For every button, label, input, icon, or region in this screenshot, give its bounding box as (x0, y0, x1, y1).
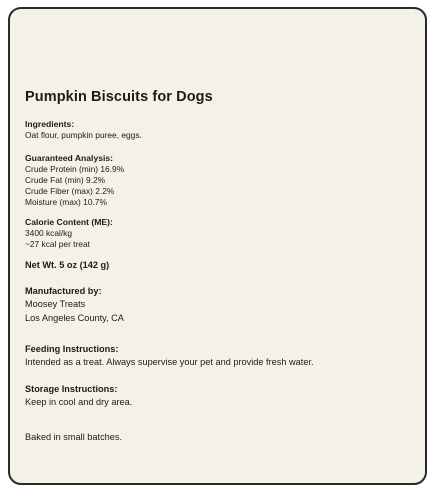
net-weight-section (25, 259, 413, 272)
product-label-card (8, 7, 427, 485)
ingredients-heading: Ingredients: (25, 119, 75, 129)
net-weight: Net Wt. 5 oz (142 g) (25, 260, 110, 270)
analysis-line-fiber: Crude Fiber (max) 2.2% (25, 186, 115, 196)
storage-heading: Storage Instructions: (25, 383, 118, 394)
feeding-text: Intended as a treat. Always supervise your pet and provide fresh water. (25, 357, 314, 367)
footer-note: Baked in small batches. (25, 432, 123, 442)
guaranteed-analysis-heading: Guaranteed Analysis: (25, 153, 114, 163)
calorie-line-per-kg: 3400 kcal/kg (25, 228, 73, 238)
ingredients-section (25, 119, 413, 141)
product-title: Pumpkin Biscuits for Dogs (25, 89, 213, 105)
calorie-line-per-treat: ~27 kcal per treat (25, 239, 90, 249)
guaranteed-analysis-section (25, 153, 413, 208)
storage-text: Keep in cool and dry area. (25, 396, 133, 407)
calorie-content-section (25, 217, 413, 250)
manufacturer-name: Moosey Treats (25, 299, 86, 309)
feeding-section (25, 343, 413, 370)
analysis-line-fat: Crude Fat (min) 9.2% (25, 175, 106, 185)
label-content (25, 89, 413, 445)
storage-section (25, 383, 413, 410)
calorie-content-heading: Calorie Content (ME): (25, 217, 113, 227)
analysis-line-moisture: Moisture (max) 10.7% (25, 197, 107, 207)
feeding-heading: Feeding Instructions: (25, 344, 119, 354)
ingredients-text: Oat flour, pumpkin puree, eggs. (25, 130, 142, 140)
analysis-line-protein: Crude Protein (min) 16.9% (25, 164, 125, 174)
manufacturer-location: Los Angeles County, CA (25, 312, 124, 323)
manufacturer-heading: Manufactured by: (25, 286, 102, 296)
manufacturer-section (25, 285, 413, 325)
